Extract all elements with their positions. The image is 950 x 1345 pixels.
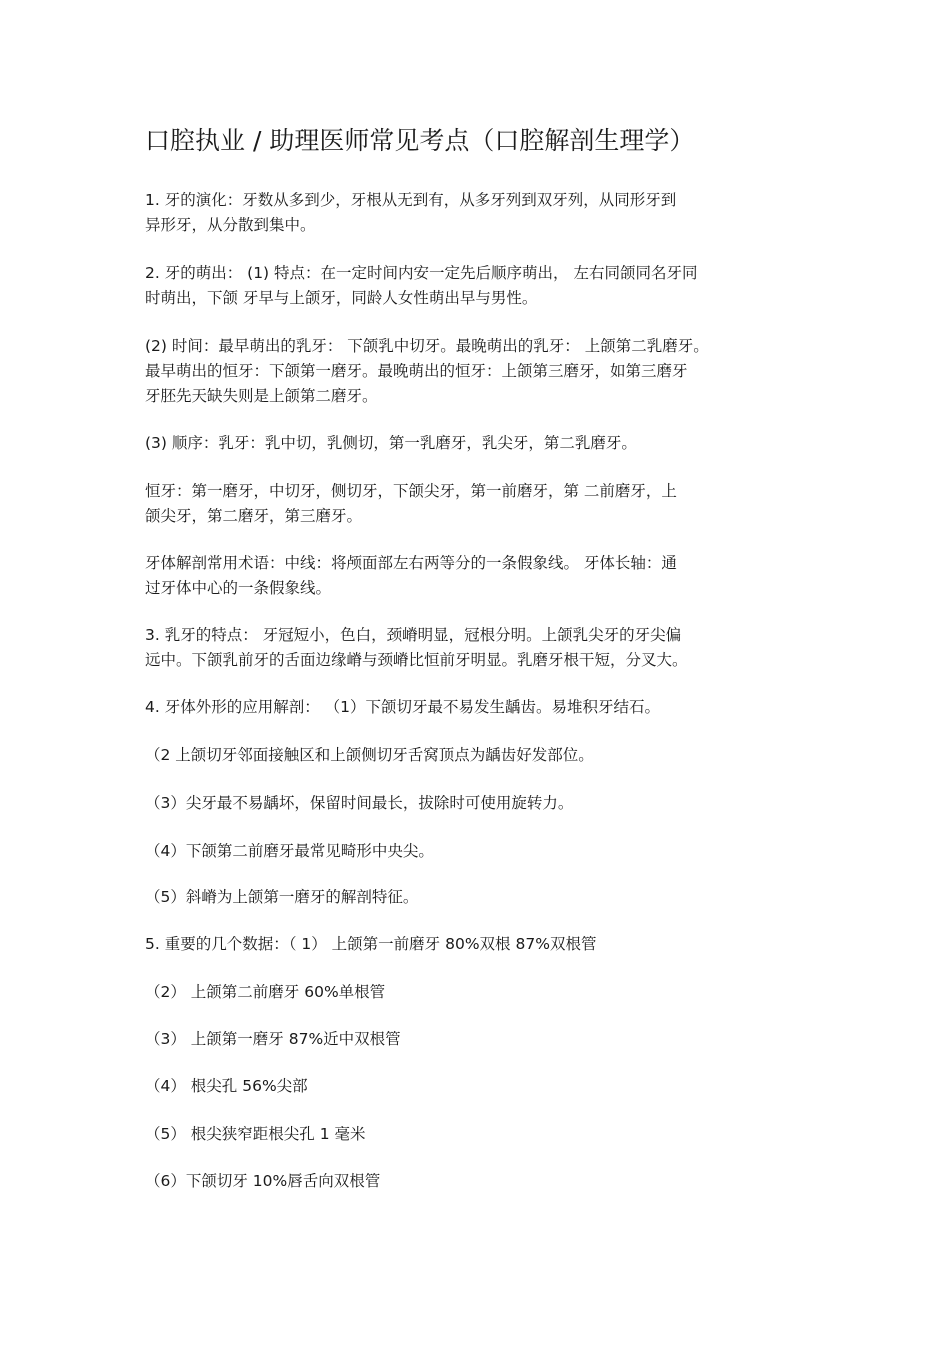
text-line: 牙胚先天缺失则是上颌第二磨牙。: [145, 387, 378, 405]
paragraph-eruption-time: [145, 334, 805, 409]
paragraph-applied-2: [145, 743, 805, 768]
paragraph-data-3: [145, 1027, 805, 1052]
paragraph-applied-anatomy: [145, 695, 805, 720]
text-line: 最早萌出的恒牙：下颌第一磨牙。最晚萌出的恒牙：上颌第三磨牙，如第三磨牙: [145, 362, 688, 380]
text-line: 5. 重要的几个数据：（ 1） 上颌第一前磨牙 80%双根 87%双根管: [145, 935, 597, 953]
paragraph-data-5: [145, 1122, 805, 1147]
text-line: 2. 牙的萌出： (1) 特点：在一定时间内安一定先后顺序萌出， 左右同颌同名牙同: [145, 264, 698, 282]
text-line: （5）斜嵴为上颌第一磨牙的解剖特征。: [145, 888, 419, 906]
text-line: （3）尖牙最不易龋坏，保留时间最长，拔除时可使用旋转力。: [145, 794, 574, 812]
paragraph-eruption-features: [145, 261, 805, 311]
text-line: 3. 乳牙的特点： 牙冠短小，色白，颈嵴明显，冠根分明。上颌乳尖牙的牙尖偏: [145, 626, 682, 644]
text-line: （6）下颌切牙 10%唇舌向双根管: [145, 1172, 381, 1190]
text-line: （5） 根尖狭窄距根尖孔 1 毫米: [145, 1125, 366, 1143]
paragraph-eruption-order: [145, 431, 805, 456]
paragraph-key-data: [145, 932, 805, 957]
page-title: 口腔执业 / 助理医师常见考点（口腔解剖生理学）: [145, 126, 695, 155]
paragraph-applied-3: [145, 791, 805, 816]
text-line: (2) 时间：最早萌出的乳牙： 下颌乳中切牙。最晚萌出的乳牙： 上颌第二乳磨牙。: [145, 337, 709, 355]
text-line: （2 上颌切牙邻面接触区和上颌侧切牙舌窝顶点为龋齿好发部位。: [145, 746, 594, 764]
paragraph-applied-4: [145, 839, 805, 864]
text-line: （4）下颌第二前磨牙最常见畸形中央尖。: [145, 842, 434, 860]
paragraph-tooth-evolution: [145, 188, 805, 238]
text-line: （4） 根尖孔 56%尖部: [145, 1077, 308, 1095]
paragraph-data-6: [145, 1169, 805, 1194]
text-line: 远中。下颌乳前牙的舌面边缘嵴与颈嵴比恒前牙明显。乳磨牙根干短，分叉大。: [145, 651, 688, 669]
paragraph-data-4: [145, 1074, 805, 1099]
text-line: 牙体解剖常用术语：中线：将颅面部左右两等分的一条假象线。 牙体长轴：通: [145, 554, 677, 572]
paragraph-deciduous-features: [145, 623, 805, 673]
text-line: 过牙体中心的一条假象线。: [145, 579, 332, 597]
text-line: 异形牙，从分散到集中。: [145, 216, 316, 234]
text-line: 1. 牙的演化：牙数从多到少，牙根从无到有，从多牙列到双牙列，从同形牙到: [145, 191, 677, 209]
paragraph-applied-5: [145, 885, 805, 910]
paragraph-terms: [145, 551, 805, 601]
text-line: （3） 上颌第一磨牙 87%近中双根管: [145, 1030, 401, 1048]
text-line: (3) 顺序：乳牙：乳中切，乳侧切，第一乳磨牙，乳尖牙，第二乳磨牙。: [145, 434, 637, 452]
text-line: （2） 上颌第二前磨牙 60%单根管: [145, 983, 386, 1001]
text-line: 颌尖牙，第二磨牙，第三磨牙。: [145, 507, 363, 525]
paragraph-permanent-order: [145, 479, 805, 529]
text-line: 恒牙：第一磨牙，中切牙，侧切牙，下颌尖牙，第一前磨牙，第 二前磨牙，上: [145, 482, 677, 500]
text-line: 4. 牙体外形的应用解剖： （1）下颌切牙最不易发生龋齿。易堆积牙结石。: [145, 698, 661, 716]
text-line: 时萌出，下颌 牙早与上颌牙，同龄人女性萌出早与男性。: [145, 289, 538, 307]
paragraph-data-2: [145, 980, 805, 1005]
